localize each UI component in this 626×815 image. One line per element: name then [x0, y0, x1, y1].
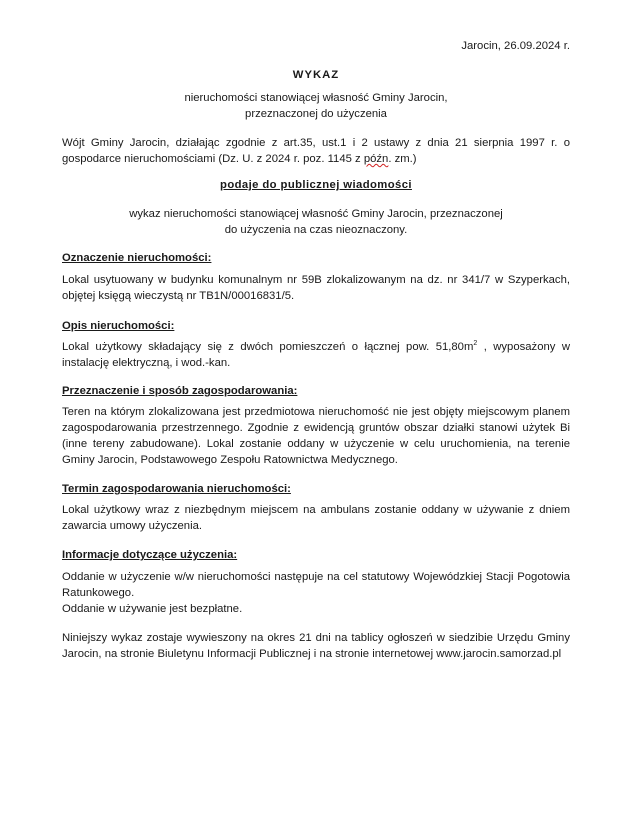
announcement: podaje do publicznej wiadomości: [220, 179, 412, 191]
section-text-description: [62, 339, 570, 371]
intro-paragraph: [62, 135, 570, 167]
section-heading-description: Opis nieruchomości:: [62, 320, 175, 332]
section-heading-info: Informacje dotyczące użyczenia:: [62, 549, 238, 561]
subtitle-line-1: nieruchomości stanowiącej własność Gminy Jarocin,: [184, 92, 448, 104]
area-superscript: 2: [473, 340, 478, 348]
description-text: Lokal użytkowy składający się z dwóch pomieszczeń o łącznej pow. 51,80m: [62, 341, 474, 353]
lead-line-1: wykaz nieruchomości stanowiącej własność Gminy Jarocin, przeznaczonej: [129, 208, 503, 220]
intro-text: Wójt Gminy Jarocin, działając zgodnie z art.35, ust.1 i 2 ustawy z dnia 21 sierpnia 1997 r. o gospodarce nieruchomościami (Dz. U. z 2024 r. poz. 1145 z: [62, 137, 570, 165]
place-and-date: Jarocin, 26.09.2024 r.: [461, 40, 570, 52]
lead-line-2: do użyczenia na czas nieoznaczony.: [224, 224, 408, 236]
section-text-term: Lokal użytkowy wraz z niezbędnym miejscem na ambulans zostanie oddany w używanie z dniem zawarcia umowy użyczenia.: [62, 504, 570, 532]
section-text-designation: Lokal usytuowany w budynku komunalnym nr 59B zlokalizowanym na dz. nr 341/7 w Szyperkach, objętej księgą wieczystą nr TB1N/00016831/5.: [62, 274, 570, 302]
section-text-purpose: Teren na którym zlokalizowana jest przedmiotowa nieruchomość nie jest objęty miejscowym planem zagospodarowania przestrzennego. Zgodnie z ewidencją gruntów obszar działki stanowi użytek Bi (inne tereny zabudowane). Lokal zostanie oddany w użyczenie w celu uruchomienia, na terenie Gminy Jarocin, Podstawowego Zespołu Ratownictwa Medycznego.: [62, 406, 570, 466]
section-heading-term: Termin zagospodarowania nieruchomości:: [62, 483, 291, 495]
section-text-info-1: Oddanie w użyczenie w/w nieruchomości następuje na cel statutowy Wojewódzkiej Stacji Pogotowia Ratunkowego.: [62, 571, 570, 599]
closing-paragraph: Niniejszy wykaz zostaje wywieszony na okres 21 dni na tablicy ogłoszeń w siedzibie Urzędu Gminy Jarocin, na stronie Biuletynu Informacji Publicznej i na stronie internetowej www.jarocin.samorzad.pl: [62, 632, 570, 660]
intro-text-end: . zm.): [388, 153, 417, 165]
document-title: WYKAZ: [292, 69, 340, 81]
section-heading-designation: Oznaczenie nieruchomości:: [62, 252, 212, 264]
subtitle-line-2: przeznaczonej do użyczenia: [245, 108, 387, 120]
intro-squiggle-word: późn: [363, 153, 389, 165]
section-heading-purpose: Przeznaczenie i sposób zagospodarowania:: [62, 385, 298, 397]
section-text-info-2: Oddanie w używanie jest bezpłatne.: [62, 603, 243, 615]
description-text-end: , wyposażony w instalację elektryczną, i wod.-kan.: [62, 341, 570, 369]
